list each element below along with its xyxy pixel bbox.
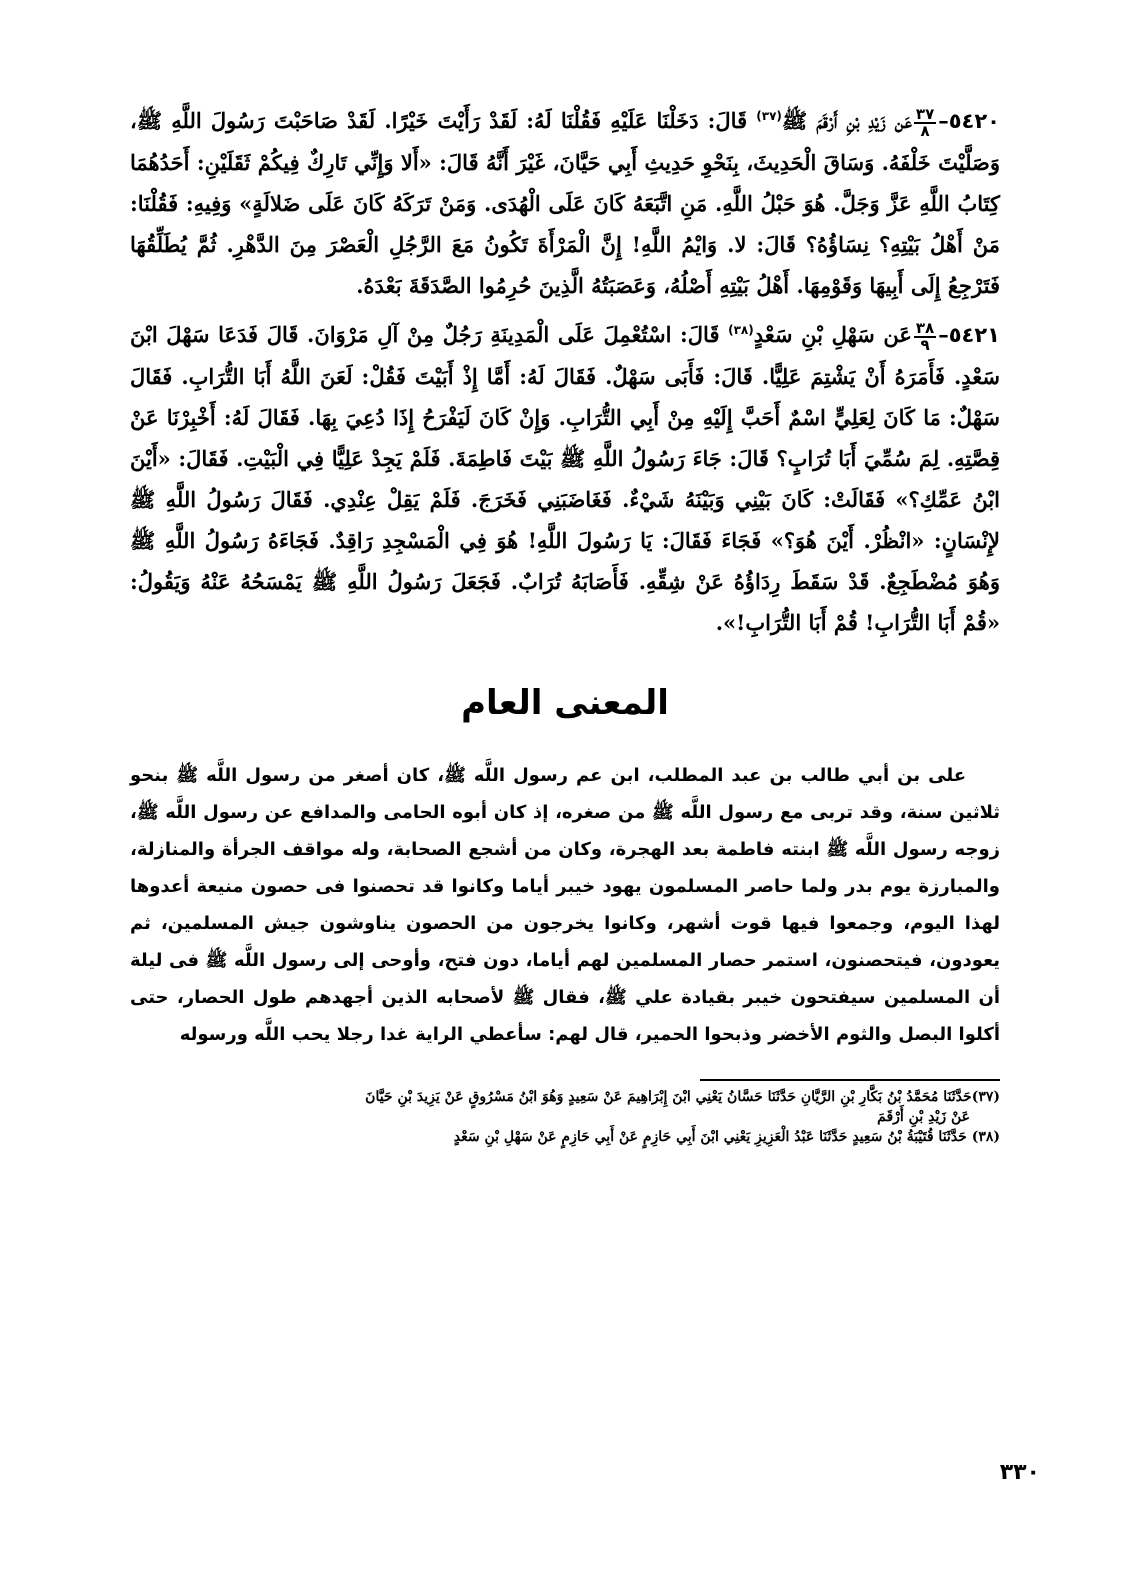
footnote-reference[interactable]: (٣٨) bbox=[728, 323, 754, 337]
fraction-bottom: ٩ bbox=[920, 335, 930, 354]
hadith-5421 bbox=[130, 314, 1000, 643]
hadith-fraction bbox=[914, 104, 936, 140]
hadith-fraction bbox=[914, 318, 936, 354]
hadith-number: ٥٤٢١ bbox=[948, 323, 1000, 347]
fraction-top: ٣٨ bbox=[915, 318, 935, 337]
hadith-5420 bbox=[130, 100, 1000, 306]
page-number: ٣٣٠ bbox=[999, 1460, 1040, 1485]
number-dash: – bbox=[938, 108, 949, 133]
hadith-text: قَالَ: دَخَلْنَا عَلَيْهِ فَقُلْنَا لَهُ: لَقَدْ رَأَيْتَ خَيْرًا. لَقَدْ صَاحَبْتَ رَسُولَ اللَّهِ ﷺ، وَصَلَّيْتَ خَلْفَهُ. وَسَاقَ الْحَدِيثَ، بِنَحْوِ حَدِيثِ أَبِي حَيَّانَ، غَيْرَ أَنَّهُ قَالَ: «أَلا وَإِنِّي تَارِكٌ فِيكُمْ ثَقَلَيْنِ: أَحَدُهُمَا كِتَابُ اللَّهِ عَزَّ وَجَلَّ. هُوَ حَبْلُ اللَّهِ. مَنِ اتَّبَعَهُ كَانَ عَلَى الْهُدَى. وَمَنْ تَرَكَهُ كَانَ عَلَى ضَلالَةٍ» وَفِيهِ: فَقُلْنَا: مَنْ أَهْلُ بَيْتِهِ؟ نِسَاؤُهُ؟ قَالَ: لا. وَايْمُ اللَّهِ! إِنَّ الْمَرْأَةَ تَكُونُ مَعَ الرَّجُلِ الْعَصْرَ مِنَ الدَّهْرِ. ثُمَّ يُطَلِّقُهَا فَتَرْجِعُ إِلَى أَبِيهَا وَقَوْمِهَا. أَهْلُ بَيْتِهِ أَصْلُهُ، وَعَصَبَتُهُ الَّذِينَ حُرِمُوا الصَّدَقَةَ بَعْدَهُ. bbox=[130, 108, 1000, 298]
footnote-divider bbox=[700, 1079, 1000, 1081]
footnote-text: حَدَّثَنَا قُتَيْبَةُ بْنُ سَعِيدٍ حَدَّثَنَا عَبْدُ الْعَزِيزِ يَعْنِي ابْنَ أَبِي حَازِمٍ عَنْ أَبِي حَازِمٍ عَنْ سَهْلِ بْنِ سَعْدٍ bbox=[453, 1129, 967, 1145]
footnote-text: حَدَّثَنَا مُحَمَّدُ بْنُ بَكَّارِ بْنِ الرَّيَّانِ حَدَّثَنَا حَسَّانُ يَعْنِي ابْنَ إِبْرَاهِيمَ عَنْ سَعِيدٍ وَهُوَ ابْنُ مَسْرُوقٍ عَنْ يَزِيدَ بْنِ حَيَّانَ bbox=[365, 1089, 972, 1105]
fraction-top: ٣٧ bbox=[915, 104, 935, 123]
hadith-opening: عَن سَهْلِ بْنِ سَعْدٍ bbox=[753, 322, 912, 347]
fraction-bottom: ٨ bbox=[920, 121, 930, 140]
number-dash: – bbox=[938, 322, 949, 347]
hadith-number: ٥٤٢٠ bbox=[948, 109, 1001, 133]
hadith-text: قَالَ: اسْتُعْمِلَ عَلَى الْمَدِينَةِ رَجُلٌ مِنْ آلِ مَرْوَانَ. قَالَ فَدَعَا سَهْلَ ابْنَ سَعْدٍ. فَأَمَرَهُ أَنْ يَشْتِمَ عَلِيًّا. قَالَ: فَأَبَى سَهْلٌ. فَقَالَ لَهُ: أَمَّا إِذْ أَبَيْتَ فَقُلْ: لَعَنَ اللَّهُ أَبَا التُّرَابِ. فَقَالَ سَهْلٌ: مَا كَانَ لِعَلِيٍّ اسْمٌ أَحَبَّ إِلَيْهِ مِنْ أَبِي التُّرَابِ. وَإِنْ كَانَ لَيَفْرَحُ إِذَا دُعِيَ بِهَا. فَقَالَ لَهُ: أَخْبِرْنَا عَنْ قِصَّتِهِ. لِمَ سُمِّيَ أَبَا تُرَابٍ؟ قَالَ: جَاءَ رَسُولُ اللَّهِ ﷺ بَيْتَ فَاطِمَةَ. فَلَمْ يَجِدْ عَلِيًّا فِي الْبَيْتِ. فَقَالَ: «أَيْنَ ابْنُ عَمِّكِ؟» فَقَالَتْ: كَانَ بَيْنِي وَبَيْنَهُ شَيْءٌ. فَغَاضَبَنِي فَخَرَجَ. فَلَمْ يَقِلْ عِنْدِي. فَقَالَ رَسُولُ اللَّهِ ﷺ لإِنْسَانٍ: «انْظُرْ. أَيْنَ هُوَ؟» فَجَاءَ فَقَالَ: يَا رَسُولَ اللَّهِ! هُوَ فِي الْمَسْجِدِ رَاقِدٌ. فَجَاءَهُ رَسُولُ اللَّهِ ﷺ وَهُوَ مُضْطَجِعٌ. قَدْ سَقَطَ رِدَاؤُهُ عَنْ شِقِّهِ. فَأَصَابَهُ تُرَابٌ. فَجَعَلَ رَسُولُ اللَّهِ ﷺ يَمْسَحُهُ عَنْهُ وَيَقُولُ: «قُمْ أَبَا التُّرَابِ! قُمْ أَبَا التُّرَابِ!». bbox=[130, 322, 1000, 635]
section-title: المعنى العام bbox=[461, 683, 669, 723]
footnote-text-continuation: عَنْ زَيْدِ بْنِ أَرْقَمَ bbox=[877, 1109, 970, 1125]
footnote-37 bbox=[130, 1087, 1000, 1127]
footnote-38 bbox=[130, 1127, 1000, 1147]
hadith-opening: عَن زَيْدِ بْنِ أَرْقَمَ ﷺ bbox=[781, 108, 912, 133]
footnote-reference[interactable]: (٣٧) bbox=[756, 109, 782, 123]
footnote-ref: (٣٧) bbox=[971, 1089, 1000, 1105]
section-body: على بن أبي طالب بن عبد المطلب، ابن عم رسول اللَّه ﷺ، كان أصغر من رسول اللَّه ﷺ بنحو ثلاثين سنة، وقد تربى مع رسول اللَّه ﷺ من صغره، إذ كان أبوه الحامى والمدافع عن رسول اللَّه ﷺ، زوجه رسول اللَّه ﷺ ابنته فاطمة بعد الهجرة، وكان من أشجع الصحابة، وله مواقف الجرأة والمنازلة، والمبارزة يوم بدر ولما حاصر المسلمون يهود خيبر أياما وكانوا قد تحصنوا فى حصون منيعة أعدوها لهذا اليوم، وجمعوا فيها قوت أشهر، وكانوا يخرجون من الحصون يناوشون جيش المسلمين، ثم يعودون، فيتحصنون، استمر حصار المسلمين لهم أياما، دون فتح، وأوحى إلى رسول اللَّه ﷺ فى ليلة أن المسلمين سيفتحون خيبر بقيادة علي ﷺ، فقال ﷺ لأصحابه الذين أجهدهم طول الحصار، حتى أكلوا البصل والثوم الأخضر وذبحوا الحمير، قال لهم: سأعطي الراية غدا رجلا يحب اللَّه ورسوله bbox=[130, 765, 1000, 1045]
footnote-ref: (٣٨) bbox=[971, 1129, 1000, 1145]
book-page bbox=[130, 100, 1000, 1147]
